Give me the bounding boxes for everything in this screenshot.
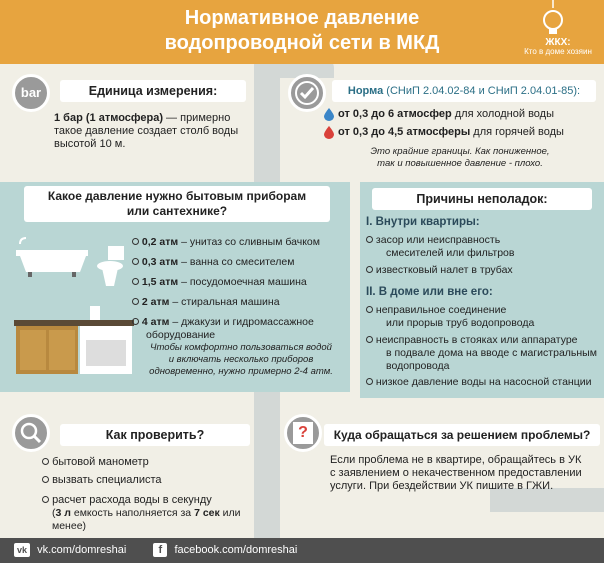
vk-link[interactable]: vk.com/domreshai [37, 544, 127, 556]
cause-inside-1 [366, 264, 602, 277]
norm-heading-bold: Норма [347, 85, 384, 97]
devices-note-line3: одновременно, нужно примерно 2-4 атм. [149, 366, 333, 377]
device-item-0-rest: – унитаз со сливным бачком [178, 236, 320, 248]
cause-outside-2-l1: низкое давление воды на насосной станции [375, 376, 592, 388]
device-item-4-rest: – джакузи и гидромассажное [169, 316, 314, 328]
norm-heading-rest: (СНиП 2.04.02-84 и СНиП 2.04.01-85): [383, 85, 581, 97]
kitchen-cabinet-icon [14, 306, 134, 376]
bar-badge-text: bar [20, 85, 42, 100]
devices-note-line1: Чтобы комфортно пользоваться водой [150, 342, 332, 353]
facebook-icon: f [153, 543, 167, 557]
check-item-2 [42, 494, 272, 533]
check-heading: Как проверить? [105, 428, 205, 442]
device-item-1-bold: 0,3 атм [141, 256, 179, 268]
norm-note-line1: Это крайние границы. Как пониженное, [370, 146, 550, 157]
help-text [330, 454, 600, 493]
check-sub-post: или менее) [52, 507, 241, 532]
bullet-icon [366, 378, 373, 385]
unit-heading-box [60, 80, 246, 102]
facebook-link[interactable]: facebook.com/domreshai [174, 544, 298, 556]
unit-line1-rest: — примерно [163, 112, 231, 124]
cause-outside-1-l1: неисправность в стояках или аппаратуре [375, 334, 578, 346]
brand-title: ЖКХ: [545, 37, 571, 48]
causes-inside-heading: I. Внутри квартиры: [366, 216, 480, 228]
footer-bar [0, 538, 604, 563]
causes-heading: Причины неполадок: [416, 192, 548, 206]
check-item-1 [42, 474, 262, 487]
bullet-icon [366, 336, 373, 343]
norm-heading-box [332, 80, 596, 102]
norm-cold-rest: для холодной воды [451, 108, 554, 120]
cause-outside-2 [366, 376, 604, 389]
norm-note [320, 146, 600, 170]
causes-outside-heading: II. В доме или вне его: [366, 286, 493, 298]
check-item-1-text: вызвать специалиста [52, 474, 162, 486]
bullet-icon [42, 458, 49, 465]
devices-heading-line1: Какое давление нужно бытовым приборам [47, 189, 307, 203]
title-line-1: Нормативное давление [184, 7, 420, 29]
device-item-0 [132, 236, 352, 249]
device-item-2 [132, 276, 352, 289]
cold-water-drop-icon [324, 108, 334, 121]
check-heading-box [60, 424, 250, 446]
device-item-1 [132, 256, 352, 269]
bullet-icon [132, 258, 139, 265]
devices-note [134, 342, 348, 378]
cause-outside-1 [366, 334, 604, 373]
device-item-0-bold: 0,2 атм [141, 236, 179, 248]
cause-inside-0-l2: смесителей или фильтров [386, 247, 515, 259]
cause-outside-1-l2: в подвале дома на вводе с магистральным [386, 347, 597, 359]
question-glyph: ? [293, 422, 313, 444]
unit-card [0, 72, 260, 172]
help-heading-box [324, 424, 600, 446]
check-sub-pre: ( [52, 507, 56, 519]
toilet-icon [96, 244, 126, 288]
help-line1: Если проблема не в квартире, обращайтесь в УК [330, 454, 582, 466]
unit-line3: высотой 10 м. [54, 138, 126, 150]
unit-line1-bold: 1 бар (1 атмосфера) [54, 112, 163, 124]
check-sub-b2: 7 сек [194, 507, 220, 519]
help-line3: услуги. При бездействии УК пишите в ГЖИ. [330, 480, 554, 492]
page-title [120, 6, 484, 56]
check-sub-b1: 3 л [55, 507, 71, 519]
cause-outside-1-l3: водопровода [386, 360, 450, 372]
bullet-icon [132, 238, 139, 245]
cause-inside-0-l1: засор или неисправность [375, 234, 501, 246]
bullet-icon [366, 236, 373, 243]
device-item-4-bold: 4 атм [141, 316, 170, 328]
magnifier-badge-icon [12, 414, 50, 452]
check-item-2-text: расчет расхода воды в секунду [52, 494, 212, 506]
lightbulb-icon [535, 0, 571, 40]
device-item-4 [132, 316, 352, 342]
bullet-icon [132, 298, 139, 305]
check-sub-mid: емкость наполняется за [70, 507, 195, 519]
device-item-2-bold: 1,5 атм [141, 276, 179, 288]
device-item-2-rest: – посудомоечная машина [178, 276, 307, 288]
causes-heading-box [372, 188, 592, 210]
bar-badge-icon [12, 74, 50, 112]
norm-note-line2: так и повышенное давление - плохо. [377, 158, 543, 169]
norm-hot-bold: от 0,3 до 4,5 атмосферы [338, 126, 471, 138]
check-sub [42, 507, 272, 533]
cause-outside-0 [366, 304, 602, 330]
check-item-0 [42, 456, 262, 469]
bullet-icon [366, 266, 373, 273]
device-item-3-rest: – стиральная машина [169, 296, 280, 308]
device-item-4-rest2: оборудование [146, 329, 216, 341]
devices-heading-line2: или сантехнике? [126, 204, 228, 218]
bullet-icon [42, 496, 49, 503]
devices-heading [24, 186, 330, 219]
device-item-3 [132, 296, 352, 309]
brand-subtitle: Кто в доме хозяин [524, 47, 592, 56]
unit-description [54, 112, 254, 151]
norm-heading [332, 80, 596, 102]
cause-inside-0 [366, 234, 602, 260]
brand-label [512, 38, 604, 56]
vk-icon: vk [14, 543, 30, 557]
check-item-0-text: бытовой манометр [52, 456, 149, 468]
norm-card [280, 72, 604, 182]
bullet-icon [132, 278, 139, 285]
cause-outside-0-l1: неправильное соединение [375, 304, 507, 316]
question-badge-icon [284, 414, 322, 452]
unit-line2: такое давление создает столб воды [54, 125, 239, 137]
norm-hot [338, 126, 598, 139]
norm-hot-rest: для горячей воды [470, 126, 564, 138]
norm-cold-bold: от 0,3 до 6 атмосфер [338, 108, 452, 120]
devices-heading-box [24, 186, 330, 222]
help-heading: Куда обращаться за решением проблемы? [333, 428, 591, 442]
bullet-icon [366, 306, 373, 313]
norm-cold [338, 108, 598, 121]
devices-note-line2: и включать несколько приборов [168, 354, 314, 365]
cause-inside-1-l1: известковый налет в трубах [375, 264, 513, 276]
help-line2: с заявлением о некачественном предоставлении [330, 467, 582, 479]
device-item-3-bold: 2 атм [141, 296, 170, 308]
checkmark-badge-icon [288, 74, 326, 112]
title-line-2: водопроводной сети в МКД [164, 32, 440, 54]
device-item-1-rest: – ванна со смесителем [178, 256, 295, 268]
bathtub-icon [14, 236, 92, 278]
bullet-icon [42, 476, 49, 483]
unit-heading: Единица измерения: [88, 84, 218, 98]
cause-outside-0-l2: или прорыв труб водопровода [386, 317, 535, 329]
hot-water-drop-icon [324, 126, 334, 139]
bullet-icon [132, 318, 139, 325]
